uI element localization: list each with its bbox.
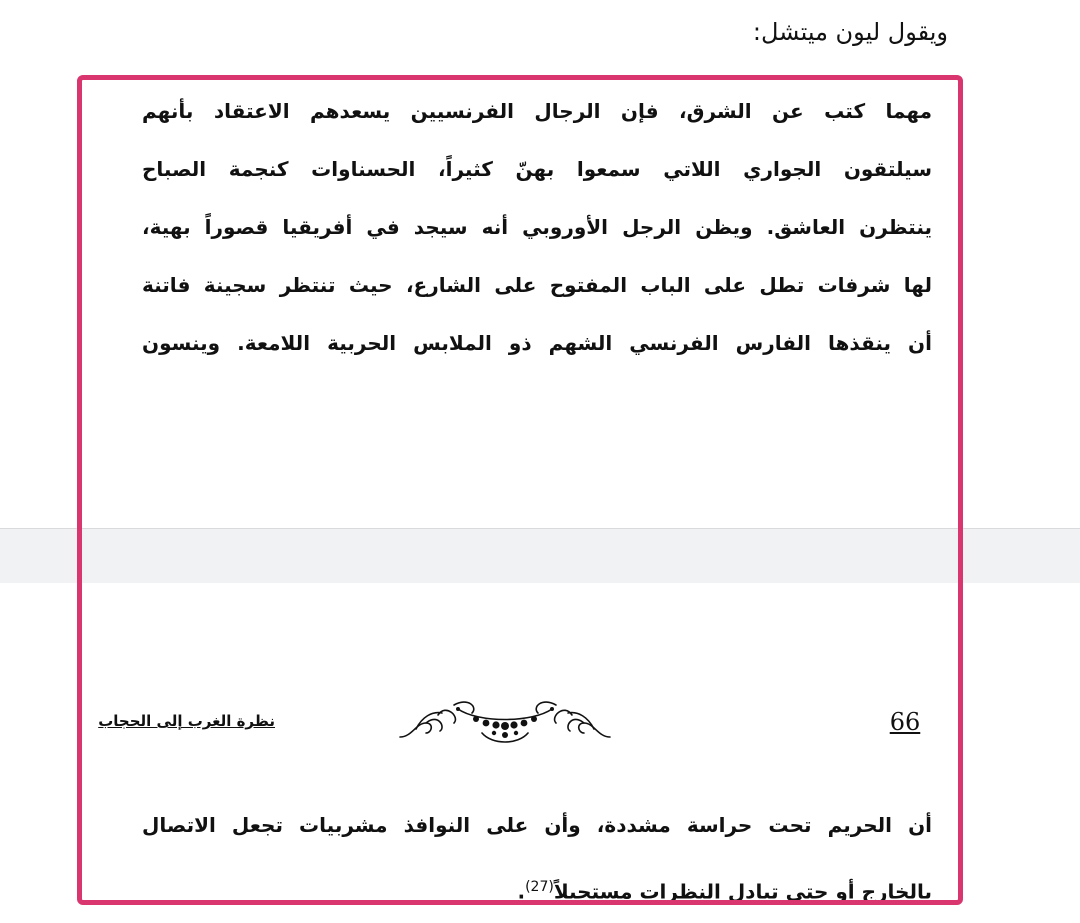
- text-line-last: [142, 856, 932, 923]
- intro-line: ويقول ليون ميتشل:: [752, 18, 948, 46]
- footnote-reference[interactable]: (27): [525, 879, 554, 895]
- decorative-ornament-icon: [398, 693, 612, 749]
- end-punctuation: .: [517, 879, 526, 904]
- text-line: أن الحريم تحت حراسة مشددة، وأن على النوافذ مشربيات تجعل الاتصال: [142, 813, 932, 837]
- text-line: سيلتقون الجواري اللاتي سمعوا بهنّ كثيراً، الحسناوات كنجمة الصباح: [142, 157, 932, 181]
- text-line: بالخارج أو حتى تبادل النظرات مستحيلاً: [553, 879, 932, 904]
- running-title: نظرة الغرب إلى الحجاب: [98, 712, 275, 730]
- text-line: ينتظرن العاشق. ويظن الرجل الأوروبي أنه سيجد في أفريقيا قصوراً بهية،: [142, 215, 932, 239]
- page-number: 66: [889, 708, 921, 736]
- text-line: أن ينقذها الفارس الفرنسي الشهم ذو الملابس الحربية اللامعة. وينسون: [142, 331, 932, 355]
- page-separator: [0, 528, 1080, 584]
- text-line: مهما كتب عن الشرق، فإن الرجال الفرنسيين يسعدهم الاعتقاد بأنهم: [142, 99, 932, 123]
- upper-paragraph: [142, 82, 932, 372]
- lower-paragraph: [142, 794, 932, 923]
- text-line: لها شرفات تطل على الباب المفتوح على الشارع، حيث تنتظر سجينة فاتنة: [142, 273, 932, 297]
